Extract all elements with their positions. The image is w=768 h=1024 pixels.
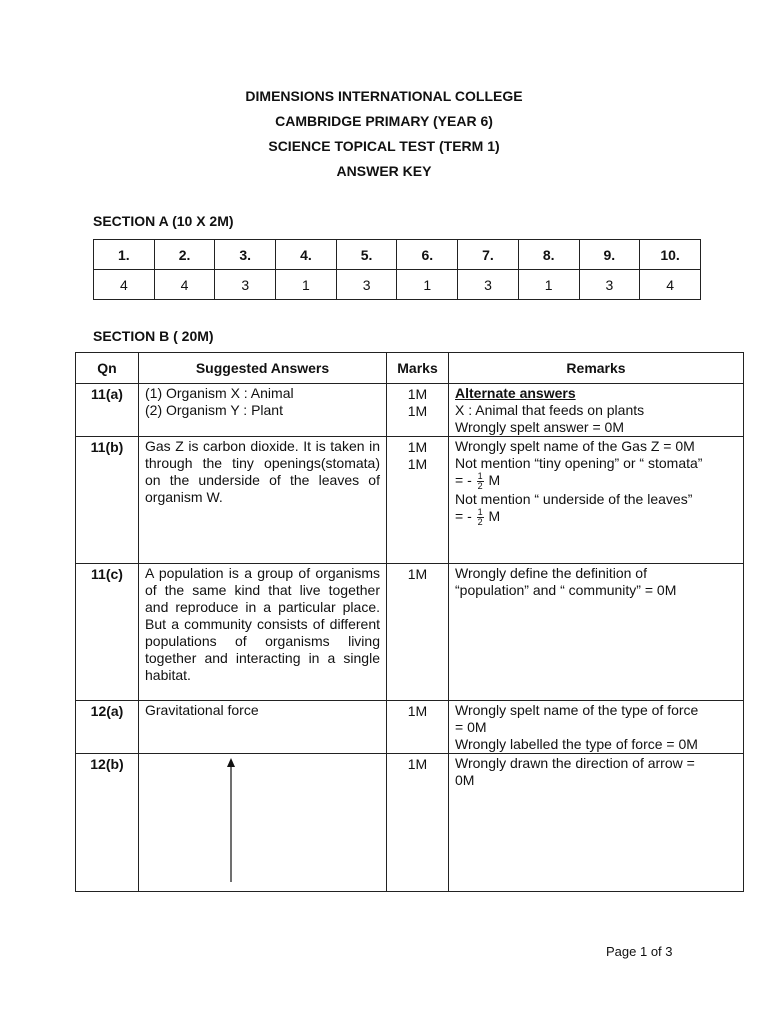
remark-line: Wrongly drawn the direction of arrow = [455, 755, 695, 771]
half-fraction [477, 508, 484, 527]
table-row [76, 701, 744, 754]
mark-value: 1M [407, 386, 428, 402]
remark-line: Not mention “tiny opening” or “ stomata” [455, 455, 703, 471]
marks-cell [387, 701, 449, 754]
remark-line: Wrongly spelt name of the Gas Z = 0M [455, 438, 695, 454]
mark-value: 1M [407, 566, 428, 582]
marks-cell [387, 564, 449, 701]
answer-key-title: ANSWER KEY [336, 163, 432, 179]
question-number: 1. [94, 240, 155, 270]
column-header-qn: Qn [76, 353, 139, 384]
section-b-header-row [76, 353, 744, 384]
remarks-cell [449, 564, 744, 701]
remark-line: Wrongly define the definition of [455, 565, 647, 581]
penalty-prefix: = - [455, 472, 472, 489]
mark-value: 1M [407, 456, 428, 472]
marks-cell [387, 754, 449, 892]
remarks-cell [449, 701, 744, 754]
fraction-numerator: 1 [477, 471, 483, 481]
marks-cell [387, 437, 449, 564]
question-number: 7. [458, 240, 519, 270]
mark-value: 1M [407, 756, 428, 772]
remark-line: Wrongly labelled the type of force = 0M [455, 736, 698, 752]
remarks-cell [449, 384, 744, 437]
answer-value: 4 [640, 270, 701, 300]
remark-line: 0M [455, 772, 475, 788]
suggested-answer: A population is a group of organisms of the same kind that live together and reproduce in a particular place. But a community consists of different populations of organisms living together and interacting in a single habitat. [139, 564, 387, 701]
question-label: 12(a) [76, 701, 139, 754]
question-number: 5. [336, 240, 397, 270]
remarks-cell [449, 754, 744, 892]
question-label: 11(b) [76, 437, 139, 564]
remark-line: Wrongly spelt name of the type of force [455, 702, 699, 718]
question-number: 3. [215, 240, 276, 270]
answer-value: 1 [518, 270, 579, 300]
answer-value: 4 [154, 270, 215, 300]
table-row [76, 754, 744, 892]
page-number: Page 1 of 3 [606, 944, 673, 959]
mark-value: 1M [407, 403, 428, 419]
remark-line: “population” and “ community” = 0M [455, 582, 677, 598]
answer-value: 3 [336, 270, 397, 300]
test-title: SCIENCE TOPICAL TEST (TERM 1) [268, 138, 500, 154]
fraction-denominator: 2 [477, 517, 483, 527]
answer-value: 4 [94, 270, 155, 300]
section-b-title: SECTION B ( 20M) [93, 328, 214, 344]
answer-line: (2) Organism Y : Plant [145, 402, 283, 418]
remarks-cell [449, 437, 744, 564]
column-header-answers: Suggested Answers [139, 353, 387, 384]
remark-line: X : Animal that feeds on plants [455, 402, 645, 418]
table-row [76, 437, 744, 564]
question-number: 4. [276, 240, 337, 270]
remark-line: = 0M [455, 719, 487, 735]
section-a-answer-row [94, 270, 701, 300]
question-label: 12(b) [76, 754, 139, 892]
remark-line: Wrongly spelt answer = 0M [455, 419, 624, 435]
college-name: DIMENSIONS INTERNATIONAL COLLEGE [245, 88, 523, 104]
suggested-answer: Gravitational force [139, 701, 387, 754]
fraction-numerator: 1 [477, 507, 483, 517]
marks-cell [387, 384, 449, 437]
column-header-marks: Marks [387, 353, 449, 384]
suggested-answer-drawing [139, 754, 387, 892]
half-fraction [477, 472, 484, 491]
answer-value: 3 [215, 270, 276, 300]
answer-value: 3 [458, 270, 519, 300]
question-number: 6. [397, 240, 458, 270]
remark-line: Not mention “ underside of the leaves” [455, 491, 693, 507]
answer-value: 1 [397, 270, 458, 300]
table-row [76, 564, 744, 701]
alternate-answers-heading: Alternate answers [455, 385, 576, 401]
penalty-line [455, 472, 737, 491]
question-label: 11(c) [76, 564, 139, 701]
mark-value: 1M [407, 439, 428, 455]
penalty-prefix: = - [455, 508, 472, 525]
suggested-answer [139, 384, 387, 437]
penalty-unit: M [488, 472, 501, 489]
answer-line: (1) Organism X : Animal [145, 385, 294, 401]
question-number: 8. [518, 240, 579, 270]
program-title: CAMBRIDGE PRIMARY (YEAR 6) [275, 113, 493, 129]
suggested-answer: Gas Z is carbon dioxide. It is taken in through the tiny openings(stomata) on the underside of the leaves of organism W. [139, 437, 387, 564]
mark-value: 1M [407, 703, 428, 719]
question-label: 11(a) [76, 384, 139, 437]
section-a-table [93, 239, 701, 300]
question-number: 2. [154, 240, 215, 270]
section-a-title: SECTION A (10 X 2M) [93, 213, 234, 229]
table-row [76, 384, 744, 437]
answer-value: 3 [579, 270, 640, 300]
question-number: 9. [579, 240, 640, 270]
question-number: 10. [640, 240, 701, 270]
penalty-unit: M [488, 508, 501, 525]
column-header-remarks: Remarks [449, 353, 744, 384]
section-a-question-row [94, 240, 701, 270]
penalty-line [455, 508, 737, 527]
section-b-table [75, 352, 744, 892]
answer-value: 1 [276, 270, 337, 300]
fraction-denominator: 2 [477, 481, 483, 491]
up-arrow-icon [221, 758, 241, 886]
